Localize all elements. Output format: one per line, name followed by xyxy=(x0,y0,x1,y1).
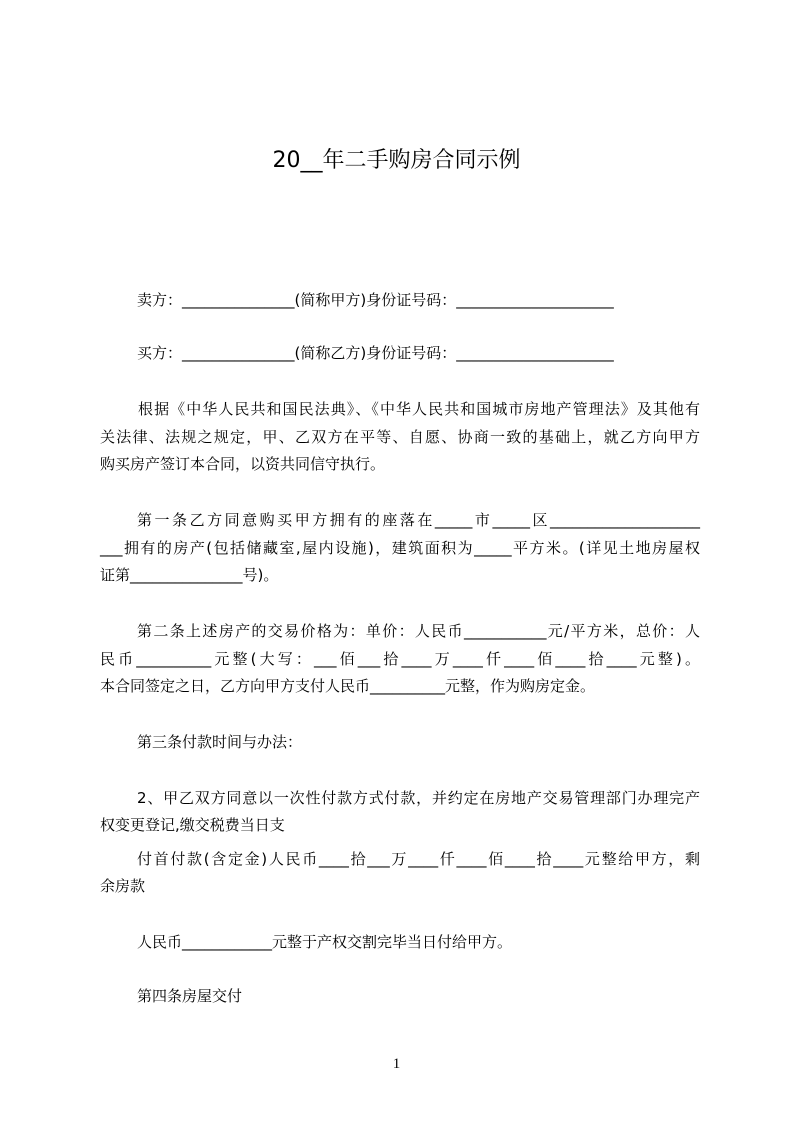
article1-line: ___拥有的房产(包括储藏室,屋内设施)，建筑面积为_____平方米。(详见土地房屋权 xyxy=(100,539,700,557)
article3-heading: 第三条付款时间与办法： xyxy=(137,733,303,751)
article2-line: 民币__________元整(大写：___佰___拾____万____仟____佰____拾____元整)。 xyxy=(100,650,700,668)
article4-heading: 第四条房屋交付 xyxy=(137,987,243,1005)
remaining-payment-line: 人民币____________元整于产权交割完毕当日付给甲方。 xyxy=(137,933,513,951)
document-title: 20__年二手购房合同示例 xyxy=(272,148,521,173)
preamble-line: 关法律、法规之规定，甲、乙双方在平等、自愿、协商一致的基础上，就乙方向甲方 xyxy=(100,428,700,446)
preamble-line: 购买房产签订本合同，以资共同信守执行。 xyxy=(100,455,386,473)
article2-line: 本合同签定之日，乙方向甲方支付人民币__________元整，作为购房定金。 xyxy=(100,677,596,695)
article1-line: 证第_______________号)。 xyxy=(100,566,279,584)
article3-item-line: 权变更登记,缴交税费当日支 xyxy=(100,816,285,834)
first-payment-line: 余房款 xyxy=(100,877,146,895)
page-number: 1 xyxy=(392,1056,401,1072)
buyer-line: 买方：_______________(简称乙方)身份证号码：_____________________ xyxy=(137,344,614,362)
article1-line: 第一条乙方同意购买甲方拥有的座落在_____市_____区____________________ xyxy=(137,511,700,529)
article2-line: 第二条上述房产的交易价格为：单价：人民币___________元/平方米，总价：人 xyxy=(137,622,700,640)
preamble-line: 根据《中华人民共和国民法典》、《中华人民共和国城市房地产管理法》及其他有 xyxy=(122,400,700,418)
article3-item-line: 2、甲乙双方同意以一次性付款方式付款，并约定在房地产交易管理部门办理完产 xyxy=(137,789,700,807)
seller-line: 卖方：_______________(简称甲方)身份证号码：_____________________ xyxy=(137,291,614,309)
first-payment-line: 付首付款(含定金)人民币____拾___万____仟____佰____拾____元整给甲方，剩 xyxy=(137,850,700,868)
